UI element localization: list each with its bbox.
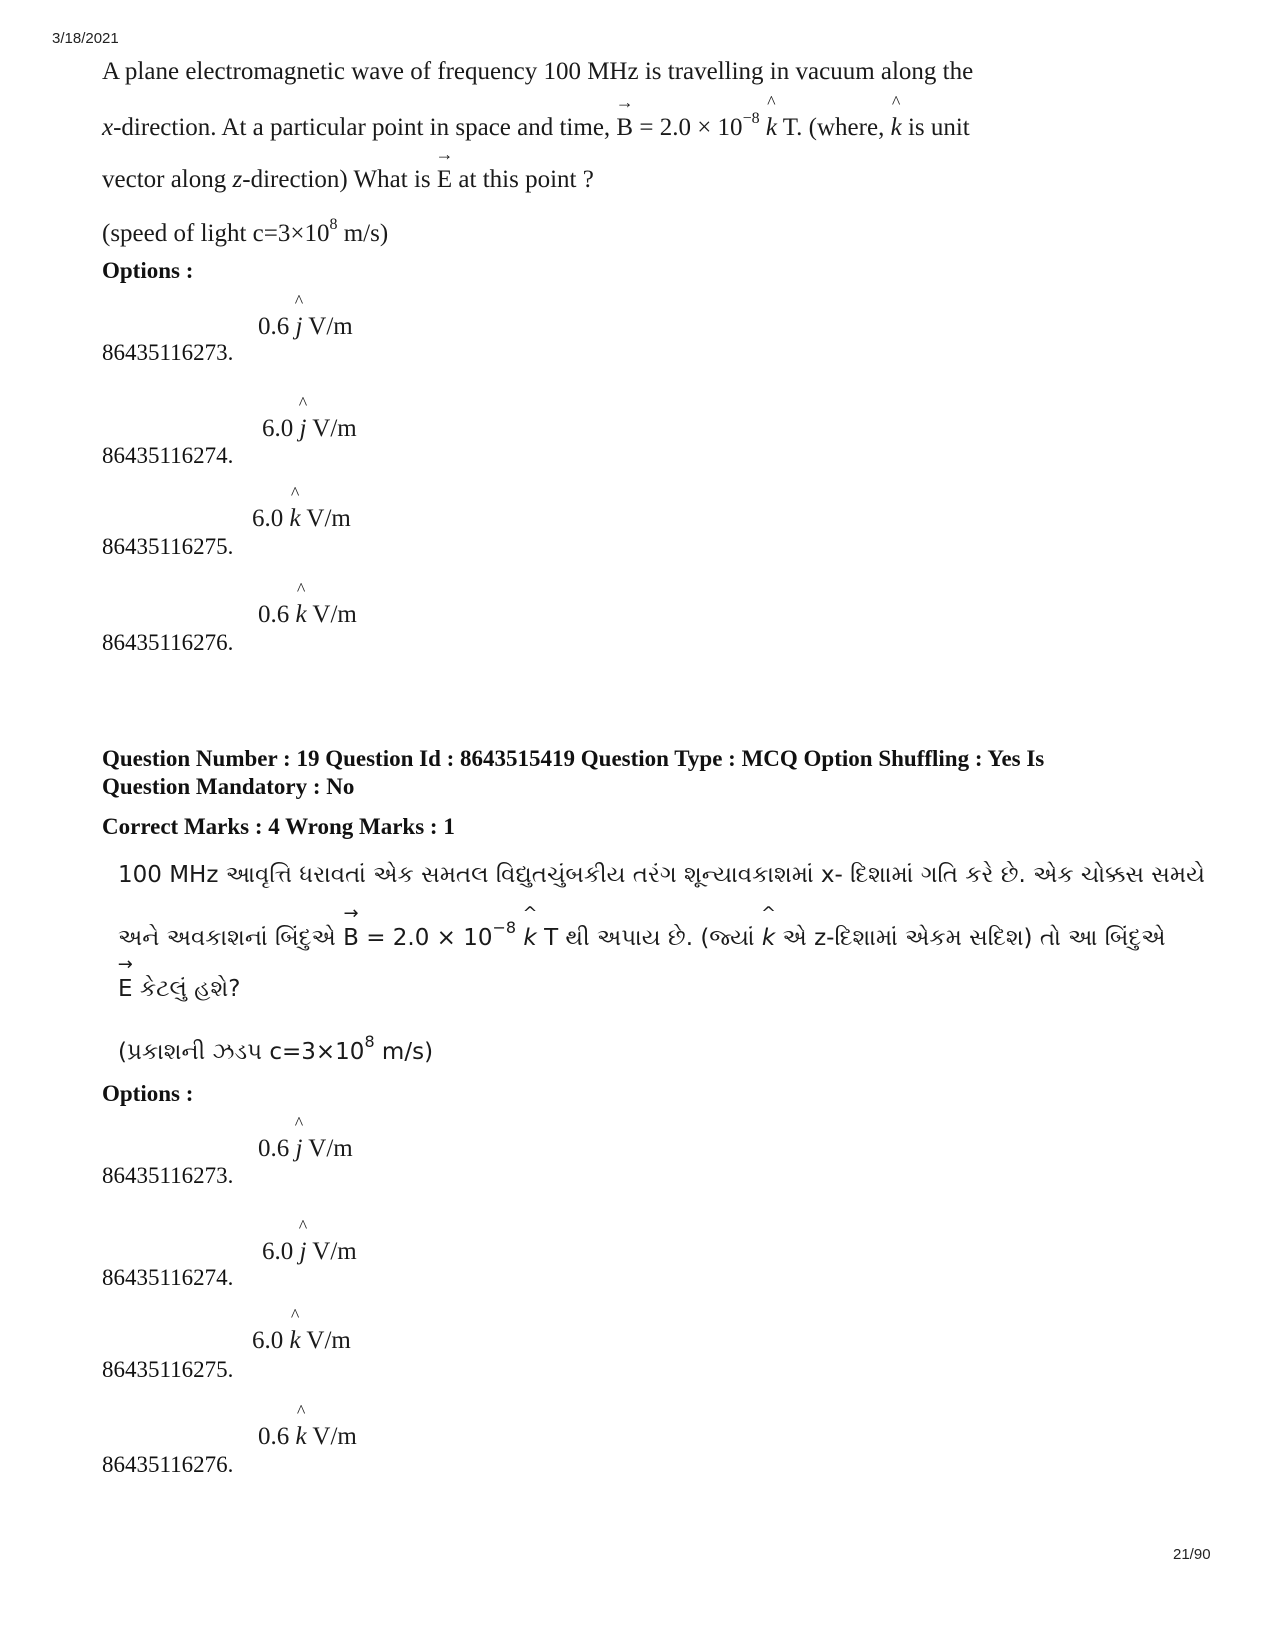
- unit: V/m: [306, 505, 351, 532]
- text: = 2.0 × 10: [366, 925, 493, 951]
- value: 6.0: [262, 415, 294, 442]
- option-value: [258, 601, 357, 629]
- unit-k: ^ k: [523, 925, 536, 951]
- option-value: [252, 505, 351, 533]
- option-id[interactable]: 86435116273.: [102, 1163, 234, 1188]
- option-value: [258, 313, 353, 341]
- text: m/s): [374, 1039, 434, 1065]
- question-meta-line-3: Correct Marks : 4 Wrong Marks : 1: [102, 814, 455, 839]
- unit-j: ^ j: [296, 313, 303, 341]
- var-x: x: [102, 114, 114, 141]
- text: m/s): [337, 220, 389, 247]
- question-en-line-1: A plane electromagnetic wave of frequency 100 MHz is travelling in vacuum along the: [102, 58, 974, 85]
- text: કેટલું હશે?: [139, 976, 241, 1002]
- text: (speed of light c=3×10: [102, 220, 330, 247]
- unit: V/m: [312, 1238, 357, 1265]
- text: is unit: [907, 114, 970, 141]
- unit-k: ^ k: [290, 1327, 301, 1355]
- question-gu-line-2: [118, 918, 1166, 951]
- question-en-line-2: [102, 110, 970, 142]
- text: (પ્રકાશની ઝડપ c=3×10: [118, 1039, 365, 1065]
- options-label: Options :: [102, 258, 194, 283]
- option-value: [258, 1135, 353, 1163]
- exponent: 8: [364, 1032, 375, 1051]
- unit-k: ^ k: [290, 505, 301, 533]
- text: = 2.0 × 10: [639, 114, 743, 141]
- question-meta-line-1: Question Number : 19 Question Id : 8643515419 Question Type : MCQ Option Shuffling : Yes Is: [102, 746, 1045, 771]
- vector-b: → B: [343, 925, 359, 951]
- text: vector along: [102, 166, 227, 193]
- print-date: 3/18/2021: [52, 30, 119, 47]
- page-number: 21/90: [1173, 1546, 1211, 1563]
- unit: V/m: [312, 415, 357, 442]
- text: T થી અપાય છે. (જ્યાં: [544, 925, 755, 951]
- value: 0.6: [258, 601, 290, 628]
- options-label-2: Options :: [102, 1081, 194, 1106]
- unit: V/m: [306, 1327, 351, 1354]
- unit-k: ^ k: [766, 114, 777, 142]
- option-value: [252, 1327, 351, 1355]
- value: 6.0: [252, 1327, 284, 1354]
- option-value: [262, 1238, 357, 1266]
- unit: V/m: [308, 1135, 353, 1162]
- unit-k: ^ k: [296, 1423, 307, 1451]
- option-id[interactable]: 86435116273.: [102, 340, 234, 365]
- question-en-line-4: [102, 216, 388, 248]
- question-gu-line-1: 100 MHz આવૃત્તિ ધરાવતાં એક સમતલ વિદ્યુતચુંબકીય તરંગ શૂન્યાવકાશમાં x- દિશામાં ગતિ કરે છે. એક ચોક્કસ સમયે: [118, 862, 1205, 888]
- unit-j: ^ j: [300, 1238, 307, 1266]
- value: 0.6: [258, 1135, 290, 1162]
- value: 0.6: [258, 1423, 290, 1450]
- question-gu-line-3: [118, 976, 240, 1002]
- option-id[interactable]: 86435116274.: [102, 443, 234, 468]
- option-value: [258, 1423, 357, 1451]
- question-gu-line-4: [118, 1032, 433, 1065]
- option-id[interactable]: 86435116274.: [102, 1265, 234, 1290]
- value: 6.0: [262, 1238, 294, 1265]
- vector-b: → B: [616, 114, 633, 142]
- value: 0.6: [258, 313, 290, 340]
- exponent: −8: [492, 918, 517, 937]
- text: -direction. At a particular point in space and time,: [113, 114, 611, 141]
- text: at this point ?: [458, 166, 594, 193]
- var-z: z: [232, 166, 243, 193]
- question-meta-line-2: Question Mandatory : No: [102, 774, 355, 799]
- text: T. (where,: [782, 114, 885, 141]
- exponent: 8: [329, 216, 338, 233]
- option-id[interactable]: 86435116275.: [102, 1357, 234, 1382]
- unit: V/m: [312, 601, 357, 628]
- exponent: −8: [742, 110, 760, 127]
- unit-j: ^ j: [296, 1135, 303, 1163]
- text: અને અવકાશનાં બિંદુએ: [118, 925, 336, 951]
- unit-j: ^ j: [300, 415, 307, 443]
- value: 6.0: [252, 505, 284, 532]
- option-value: [262, 415, 357, 443]
- unit-k: ^ k: [891, 114, 902, 142]
- unit-k: ^ k: [762, 925, 775, 951]
- option-id[interactable]: 86435116276.: [102, 630, 234, 655]
- text: -direction) What is: [242, 166, 431, 193]
- unit-k: ^ k: [296, 601, 307, 629]
- option-id[interactable]: 86435116276.: [102, 1452, 234, 1477]
- question-en-line-3: [102, 166, 594, 194]
- vector-e: → E: [118, 976, 133, 1002]
- unit: V/m: [308, 313, 353, 340]
- unit: V/m: [312, 1423, 357, 1450]
- vector-e: → E: [437, 166, 452, 194]
- option-id[interactable]: 86435116275.: [102, 534, 234, 559]
- text: એ z-દિશામાં એકમ સદિશ) તો આ બિંદુએ: [782, 925, 1166, 951]
